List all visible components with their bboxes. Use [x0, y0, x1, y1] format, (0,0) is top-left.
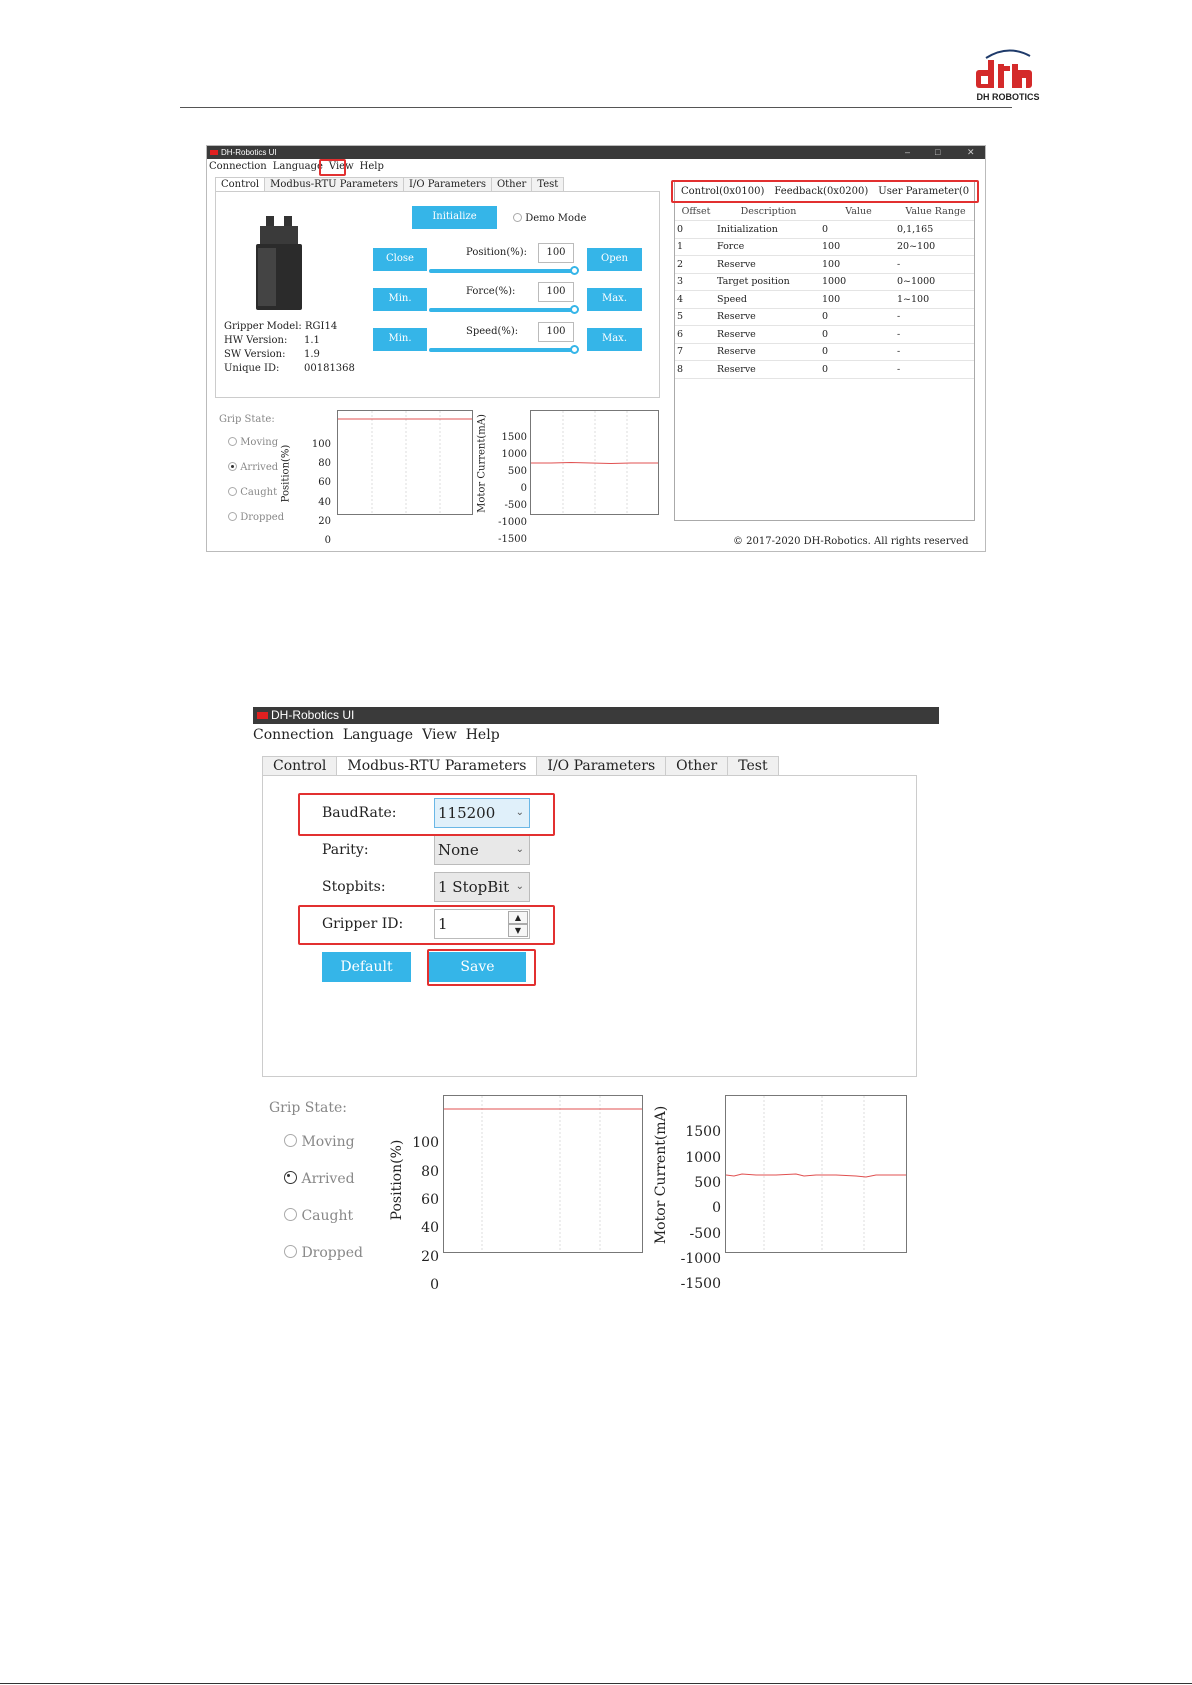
- stopbits-value: 1 StopBit: [438, 878, 510, 896]
- state-label: Arrived: [301, 1171, 355, 1187]
- tick-label: 500: [694, 1174, 721, 1191]
- table-cell: Reserve: [715, 326, 820, 344]
- uid-label: Unique ID:: [224, 363, 280, 374]
- tick-label: 40: [318, 496, 331, 508]
- menu-view[interactable]: View: [328, 161, 354, 172]
- tick-label: 0: [520, 483, 527, 494]
- table-cell: 0: [820, 221, 895, 239]
- table-cell: Reserve: [715, 308, 820, 326]
- uid-value: 00181368: [304, 363, 355, 374]
- speed-input[interactable]: 100: [538, 322, 574, 342]
- tab-other[interactable]: Other: [665, 756, 728, 776]
- table-row[interactable]: [675, 256, 974, 274]
- radio-icon[interactable]: [228, 512, 237, 521]
- speed-min-button[interactable]: Min.: [373, 328, 427, 351]
- col-offset: Offset: [675, 203, 715, 221]
- speed-max-button[interactable]: Max.: [587, 328, 642, 351]
- table-cell: 6: [675, 326, 715, 344]
- control-panel: [215, 191, 660, 398]
- table-cell: Initialization: [715, 221, 820, 239]
- position-axis-label: [387, 1102, 407, 1262]
- table-cell: 100: [820, 256, 895, 274]
- tick-label: 60: [318, 477, 331, 489]
- position-axis-text: Position(%): [389, 1139, 405, 1221]
- speed-label: Speed(%):: [466, 326, 519, 337]
- tab-test[interactable]: Test: [531, 177, 564, 192]
- tick-label: 500: [507, 466, 527, 477]
- device-info: [224, 320, 355, 376]
- radio-icon[interactable]: [228, 487, 237, 496]
- tick-label: 20: [421, 1248, 439, 1265]
- tick-label: -1500: [498, 534, 527, 545]
- grip-state-label: Grip State:: [269, 1100, 347, 1116]
- current-chart: [530, 410, 659, 515]
- table-cell: 4: [675, 291, 715, 309]
- spin-up-icon[interactable]: ▲: [508, 911, 528, 924]
- tab-strip: [262, 756, 778, 776]
- force-slider[interactable]: [429, 308, 574, 312]
- radio-icon[interactable]: [284, 1208, 297, 1221]
- state-label: Dropped: [240, 512, 285, 523]
- menu-connection[interactable]: Connection: [209, 161, 267, 172]
- highlight-register-tabs: [671, 180, 979, 203]
- table-row[interactable]: [675, 308, 974, 326]
- tab-io[interactable]: I/O Parameters: [536, 756, 666, 776]
- table-cell: -: [895, 343, 974, 361]
- tick-label: -1000: [498, 517, 527, 528]
- chevron-down-icon: ⌄: [515, 844, 524, 855]
- footer-divider: [0, 1683, 1192, 1684]
- logo-text: DH ROBOTICS: [976, 92, 1040, 102]
- tab-io[interactable]: I/O Parameters: [403, 177, 492, 192]
- radio-icon[interactable]: [284, 1245, 297, 1258]
- open-button[interactable]: Open: [587, 248, 642, 271]
- state-moving[interactable]: [228, 436, 278, 448]
- save-button[interactable]: Save: [429, 952, 526, 982]
- tick-label: 20: [318, 515, 331, 527]
- tick-label: 80: [318, 458, 331, 470]
- position-label: Position(%):: [466, 247, 528, 258]
- parity-select[interactable]: [434, 835, 530, 865]
- table-row[interactable]: [675, 361, 974, 379]
- table-cell: 0: [820, 343, 895, 361]
- modbus-panel: [262, 775, 917, 1077]
- grip-state-label: Grip State:: [219, 414, 275, 425]
- tick-label: -1000: [680, 1250, 721, 1267]
- stopbits-label: Stopbits:: [322, 879, 386, 895]
- position-axis-text: Position(%): [280, 444, 292, 503]
- current-chart: [725, 1095, 907, 1253]
- tick-label: 1000: [685, 1149, 721, 1166]
- table-cell: 0: [820, 326, 895, 344]
- col-value-range: Value Range: [895, 203, 974, 221]
- menu-bar: [253, 724, 939, 744]
- state-label: Moving: [240, 437, 279, 448]
- spin-down-icon[interactable]: ▼: [508, 924, 528, 937]
- table-cell: 8: [675, 361, 715, 379]
- app-flag-icon: [210, 150, 218, 155]
- tick-label: -500: [504, 500, 527, 511]
- force-min-button[interactable]: Min.: [373, 288, 427, 311]
- col-value: Value: [820, 203, 895, 221]
- dh-robotics-window-modbus: [253, 707, 939, 1294]
- tick-label: 40: [421, 1220, 439, 1237]
- state-moving[interactable]: [284, 1133, 355, 1150]
- tab-test[interactable]: Test: [727, 756, 778, 776]
- app-flag-icon: [257, 712, 268, 719]
- radio-selected-icon[interactable]: [284, 1171, 297, 1184]
- tick-label: 1500: [685, 1124, 721, 1141]
- sw-label: SW Version:: [224, 349, 286, 360]
- current-axis-text: Motor Current(mA): [476, 414, 488, 513]
- menu-view[interactable]: View: [422, 727, 457, 743]
- tick-label: 0: [712, 1200, 721, 1217]
- title-bar: [253, 707, 939, 724]
- demo-mode-radio-icon[interactable]: [513, 213, 522, 222]
- tab-modbus[interactable]: Modbus-RTU Parameters: [336, 756, 537, 776]
- highlight-save: [427, 949, 536, 986]
- tick-label: 80: [421, 1163, 439, 1180]
- close-button[interactable]: Close: [373, 248, 427, 271]
- gripper-id-value: 1: [438, 915, 448, 933]
- tab-register-control[interactable]: Control(0x0100): [681, 186, 765, 197]
- demo-mode-label: Demo Mode: [525, 213, 587, 224]
- table-cell: 0,1,165: [895, 221, 974, 239]
- table-cell: 3: [675, 273, 715, 291]
- table-cell: 5: [675, 308, 715, 326]
- menu-help[interactable]: Help: [465, 727, 500, 743]
- force-max-button[interactable]: Max.: [587, 288, 642, 311]
- menu-language[interactable]: Language: [342, 727, 414, 743]
- state-arrived[interactable]: [228, 461, 278, 473]
- tab-register-user[interactable]: User Parameter(0: [878, 186, 970, 197]
- tick-label: 100: [412, 1135, 439, 1152]
- highlight-gripper-id: [298, 905, 555, 945]
- copyright-text: © 2017-2020 DH-Robotics. All rights reserved: [733, 536, 969, 547]
- table-cell: -: [895, 326, 974, 344]
- gripper-image: [252, 214, 308, 314]
- position-slider[interactable]: [429, 269, 574, 273]
- state-label: Moving: [301, 1134, 355, 1150]
- hw-value: 1.1: [304, 335, 320, 346]
- baudrate-label: BaudRate:: [322, 805, 397, 821]
- minimize-icon[interactable]: –: [905, 147, 911, 157]
- tick-label: -500: [689, 1225, 721, 1242]
- radio-selected-icon[interactable]: [228, 462, 237, 471]
- close-icon[interactable]: ✕: [967, 147, 975, 157]
- table-cell: 0: [820, 361, 895, 379]
- force-label: Force(%):: [466, 286, 516, 297]
- tick-label: 1500: [501, 432, 527, 443]
- table-cell: 0: [820, 308, 895, 326]
- gripper-id-label: Gripper ID:: [322, 916, 404, 932]
- table-cell: 7: [675, 343, 715, 361]
- table-cell: 20~100: [895, 238, 974, 256]
- highlight-baudrate: [298, 793, 555, 836]
- state-label: Dropped: [301, 1245, 363, 1261]
- tab-modbus[interactable]: Modbus-RTU Parameters: [264, 177, 404, 192]
- state-label: Arrived: [240, 462, 279, 473]
- tab-control[interactable]: Control: [215, 177, 265, 192]
- model-label: Gripper Model:: [224, 321, 302, 332]
- table-row[interactable]: [675, 326, 974, 344]
- menu-connection[interactable]: Connection: [253, 727, 334, 743]
- stopbits-select[interactable]: [434, 872, 530, 902]
- radio-icon[interactable]: [284, 1134, 297, 1147]
- maximize-icon[interactable]: □: [935, 147, 941, 157]
- tick-label: 0: [430, 1277, 439, 1294]
- window-title: DH-Robotics UI: [271, 708, 355, 722]
- table-cell: Force: [715, 238, 820, 256]
- header-divider: [180, 107, 1012, 108]
- position-chart: [443, 1095, 643, 1253]
- table-row[interactable]: [675, 291, 974, 309]
- title-bar: [207, 146, 985, 159]
- col-description: Description: [715, 203, 820, 221]
- speed-slider-handle[interactable]: [570, 345, 579, 354]
- tab-register-feedback[interactable]: Feedback(0x0200): [774, 186, 869, 197]
- table-row[interactable]: [675, 221, 974, 239]
- position-axis-label: [279, 430, 293, 520]
- table-cell: 100: [820, 291, 895, 309]
- tick-label: 60: [421, 1192, 439, 1208]
- table-cell: Reserve: [715, 361, 820, 379]
- tab-strip: [215, 177, 563, 191]
- chevron-down-icon: ⌄: [515, 807, 524, 818]
- table-cell: 0: [675, 221, 715, 239]
- table-cell: -: [895, 361, 974, 379]
- hw-label: HW Version:: [224, 335, 288, 346]
- radio-icon[interactable]: [228, 437, 237, 446]
- state-caught[interactable]: [284, 1207, 353, 1224]
- initialize-button[interactable]: Initialize: [412, 206, 497, 229]
- table-cell: 2: [675, 256, 715, 274]
- sw-value: 1.9: [304, 349, 320, 360]
- table-cell: Reserve: [715, 343, 820, 361]
- state-label: Caught: [301, 1208, 354, 1224]
- state-caught[interactable]: [228, 486, 277, 498]
- window-title: DH-Robotics UI: [221, 148, 277, 157]
- table-cell: 1000: [820, 273, 895, 291]
- force-input[interactable]: 100: [538, 282, 574, 302]
- highlight-view: [319, 159, 346, 176]
- baudrate-value: 115200: [438, 804, 496, 822]
- state-dropped[interactable]: [228, 511, 284, 523]
- table-cell: 1: [675, 238, 715, 256]
- menu-language[interactable]: Language: [272, 161, 323, 172]
- table-cell: 100: [820, 238, 895, 256]
- current-series-line: [726, 1174, 906, 1177]
- tab-control[interactable]: Control: [262, 756, 337, 776]
- table-cell: Speed: [715, 291, 820, 309]
- register-table: [674, 181, 975, 521]
- tick-label: -1500: [680, 1276, 721, 1293]
- table-row[interactable]: [675, 238, 974, 256]
- tab-other[interactable]: Other: [491, 177, 532, 192]
- chevron-down-icon: ⌄: [515, 881, 524, 892]
- table-cell: 1~100: [895, 291, 974, 309]
- tick-label: 0: [324, 535, 331, 546]
- tick-label: 1000: [501, 449, 527, 460]
- demo-mode-radio[interactable]: [513, 212, 586, 224]
- current-axis-text: Motor Current(mA): [653, 1105, 669, 1245]
- state-arrived[interactable]: [284, 1170, 355, 1187]
- current-series-line: [531, 463, 658, 464]
- default-button[interactable]: Default: [322, 952, 411, 982]
- parity-value: None: [438, 841, 479, 859]
- menu-help[interactable]: Help: [359, 161, 384, 172]
- table-cell: -: [895, 256, 974, 274]
- position-input[interactable]: 100: [538, 243, 574, 263]
- table-cell: -: [895, 308, 974, 326]
- parity-label: Parity:: [322, 842, 369, 858]
- model-value: RGI14: [304, 321, 338, 332]
- state-dropped[interactable]: [284, 1244, 363, 1261]
- table-cell: Reserve: [715, 256, 820, 274]
- force-slider-handle[interactable]: [570, 305, 579, 314]
- table-row[interactable]: [675, 343, 974, 361]
- table-cell: 0~1000: [895, 273, 974, 291]
- table-row[interactable]: [675, 273, 974, 291]
- speed-slider[interactable]: [429, 348, 574, 352]
- tick-label: 100: [311, 439, 331, 450]
- state-label: Caught: [240, 487, 278, 498]
- table-cell: Target position: [715, 273, 820, 291]
- position-chart: [337, 410, 473, 515]
- position-slider-handle[interactable]: [570, 266, 579, 275]
